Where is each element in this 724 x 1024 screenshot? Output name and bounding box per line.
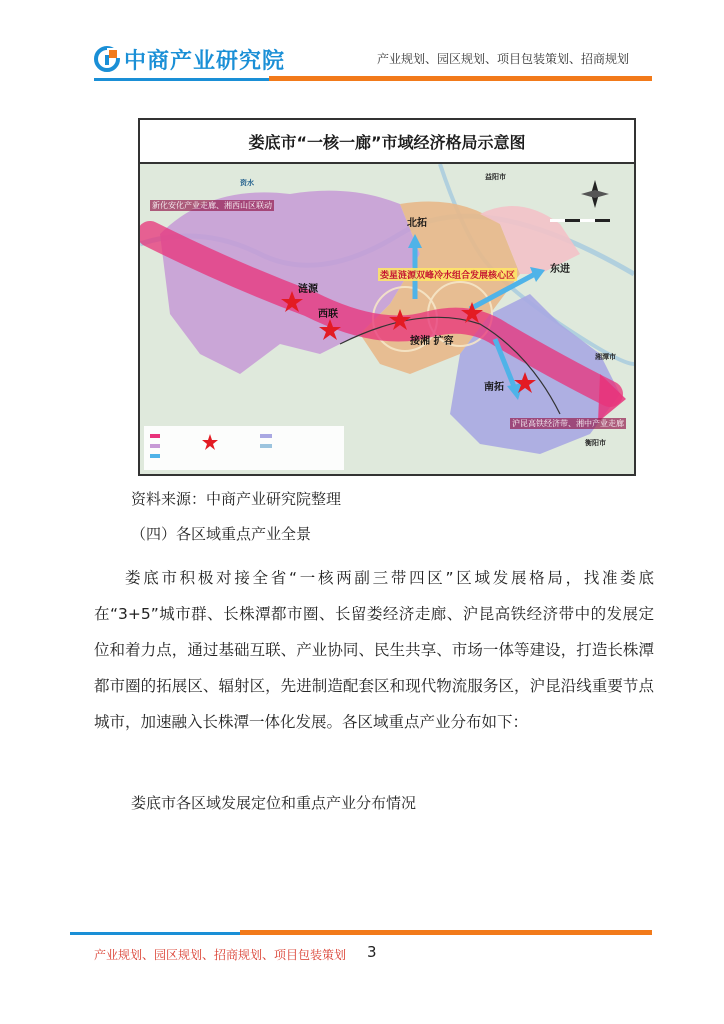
map-title: 娄底市“一核一廊”市域经济格局示意图: [140, 120, 634, 164]
logo-icon: [94, 46, 120, 72]
company-logo: [94, 42, 285, 76]
table-caption: 娄底市各区域发展定位和重点产业分布情况: [131, 794, 417, 812]
page-number: 3: [367, 943, 377, 961]
region-label-east: 东进: [550, 264, 570, 275]
footer-divider-blue: [70, 932, 240, 935]
section-subheading: （四）各区域重点产业全景: [131, 525, 312, 543]
footer-divider-orange: [240, 930, 652, 935]
region-label-north: 北拓: [407, 218, 427, 229]
core-zone-label: 娄星涟源双峰冷水组合发展核心区: [378, 268, 517, 281]
header-divider-blue: [94, 78, 269, 81]
city-label-hengyang: 衡阳市: [585, 439, 606, 447]
paragraph-text: 娄底市积极对接全省“一核两副三带四区”区域发展格局，找准娄底在“3+5”城市群、长株潭都市圈、长留娄经济走廊、沪昆高铁经济带中的发展定位和着力点，通过基础互联、产业协同、民生共享、市场一体等建设，打造长株潭都市圈的拓展区、辐射区，先进制造配套区和现代物流服务区，沪昆沿线重要节点城市，加速融入长株潭一体化发展。各区域重点产业分布如下：: [94, 569, 654, 731]
expand-label: 接湘 扩容: [410, 336, 454, 347]
source-note: 资料来源：中商产业研究院整理: [131, 490, 342, 508]
economic-layout-map: [138, 118, 636, 476]
region-label-west: 西联: [318, 309, 338, 320]
footer-tagline: 产业规划、园区规划、招商规划、项目包装策划: [94, 948, 347, 962]
region-label-lianyuan: 涟源: [298, 284, 318, 295]
corridor-south-label: 沪昆高铁经济带、湘中产业走廊: [512, 419, 624, 428]
header-tagline: 产业规划、园区规划、项目包装策划、招商规划: [377, 52, 630, 66]
body-paragraph: [94, 560, 654, 740]
river-label: 资水: [240, 179, 254, 187]
city-label-xiangtan: 湘潭市: [595, 353, 616, 361]
city-label-yiyang: 益阳市: [485, 173, 506, 181]
logo-text: 中商产业研究院: [124, 48, 286, 74]
corridor-west-label: 新化安化产业走廊、湘西山区联动: [152, 201, 272, 210]
region-label-south: 南拓: [484, 382, 504, 393]
header-divider-orange: [269, 76, 652, 81]
